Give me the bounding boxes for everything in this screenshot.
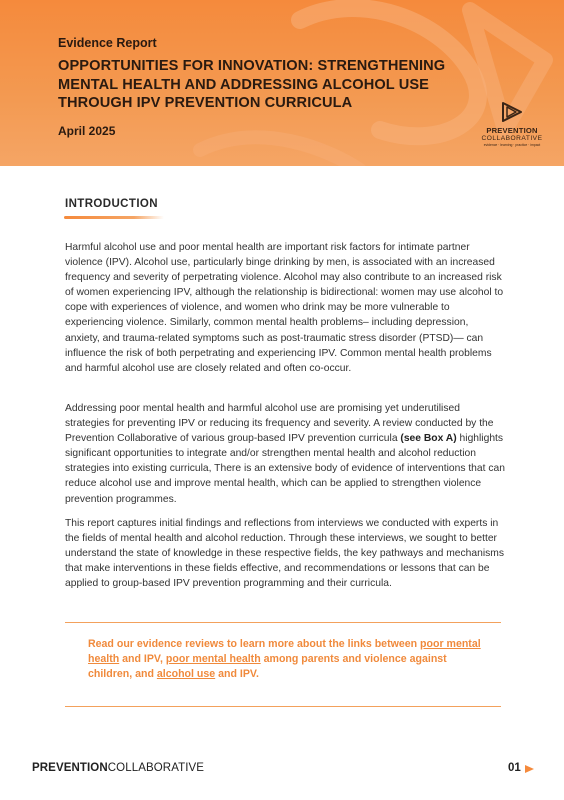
intro-paragraph-1: Harmful alcohol use and poor mental health are important risk factors for intimate partner violence (IPV). Alcohol use, particularly binge drinking by men, is associated with an increased frequency and severity of perpetrating violence. Alcohol may also contribute to an increased risk of women experiencing IPV, although the relationship is bidirectional: women may use alcohol to cope with experiences of violence, and women who drink may be more vulnerable to experiencing violence. Similarly, common mental health problems– including depression, anxiety, and trauma-related symptoms such as post-traumatic stress disorder (PTSD)— can influence the risk of both perpetrating and experiencing IPV. Common mental health problems and harmful alcohol use are closely related and often co-occur.: [65, 242, 504, 374]
footer-brand-light: COLLABORATIVE: [107, 762, 205, 774]
callout-text-4: and IPV.: [215, 668, 259, 681]
callout-text-1: Read our evidence reviews to learn more about the links between: [88, 638, 421, 650]
callout-text-2: and IPV,: [119, 653, 166, 666]
intro-paragraph-3: This report captures initial findings and reflections from interviews we conducted with experts in the fields of mental health and alcohol reduction. Through these interviews, we sought to better understand the state of knowledge in these respective fields, the key pathways and mechanisms that make interventions in these fields effective, and recommendations or lessons that can be applied to group-based IPV prevention programming and their curricula.: [65, 518, 505, 590]
report-type-label: Evidence Report: [58, 36, 157, 50]
logo-word-collaborative: COLLABORATIVE: [481, 135, 543, 142]
report-title: [58, 57, 498, 113]
page-arrow-icon: [524, 764, 536, 774]
link-poor-mental-health-parents[interactable]: poor mental health: [165, 653, 261, 666]
intro-paragraph-2: [65, 401, 505, 507]
logo-triangle-icon: [499, 100, 525, 124]
link-alcohol-use[interactable]: alcohol use: [156, 668, 216, 681]
footer-brand: [32, 762, 204, 774]
link-poor-mental-health-ipv[interactable]: poor mental health: [88, 638, 481, 666]
section-heading-introduction: INTRODUCTION: [65, 198, 158, 210]
callout-top-rule: [65, 622, 501, 623]
callout-text-3: among parents and violence against children, and: [88, 653, 447, 681]
box-a-reference: (see Box A): [400, 433, 457, 445]
prevention-collaborative-logo: [470, 100, 554, 152]
heading-underline: [64, 216, 164, 219]
evidence-review-callout: [88, 637, 488, 683]
report-title-line-2: MENTAL HEALTH AND ADDRESSING ALCOHOL USE: [58, 76, 430, 93]
logo-word-prevention: PREVENTION: [486, 126, 538, 135]
report-title-line-1: OPPORTUNITIES FOR INNOVATION: STRENGTHENING: [58, 58, 446, 74]
page-number: 01: [508, 762, 521, 774]
footer-brand-bold: PREVENTION: [32, 762, 108, 774]
report-title-line-3: THROUGH IPV PREVENTION CURRICULA: [58, 95, 353, 111]
logo-tagline: evidence · learning · practice · impact: [483, 143, 541, 147]
paragraph-2-text-b: highlights significant opportunities to integrate and/or strengthen mental health and alcohol reduction strategies into existing curricula, There is an extensive body of evidence of interventions that can reduce alcohol use and improve mental health, which can be applied to strengthen violence prevention programmes.: [65, 433, 505, 505]
report-date: April 2025: [58, 124, 116, 138]
callout-bottom-rule: [65, 706, 501, 707]
paragraph-2-text-a: Addressing poor mental health and harmful alcohol use are promising yet underutilised strategies for preventing IPV or reducing its frequency and severity. A review conducted by the Prevention Collaborative of various group-based IPV prevention curricula: [65, 403, 494, 445]
report-header: [0, 0, 564, 166]
